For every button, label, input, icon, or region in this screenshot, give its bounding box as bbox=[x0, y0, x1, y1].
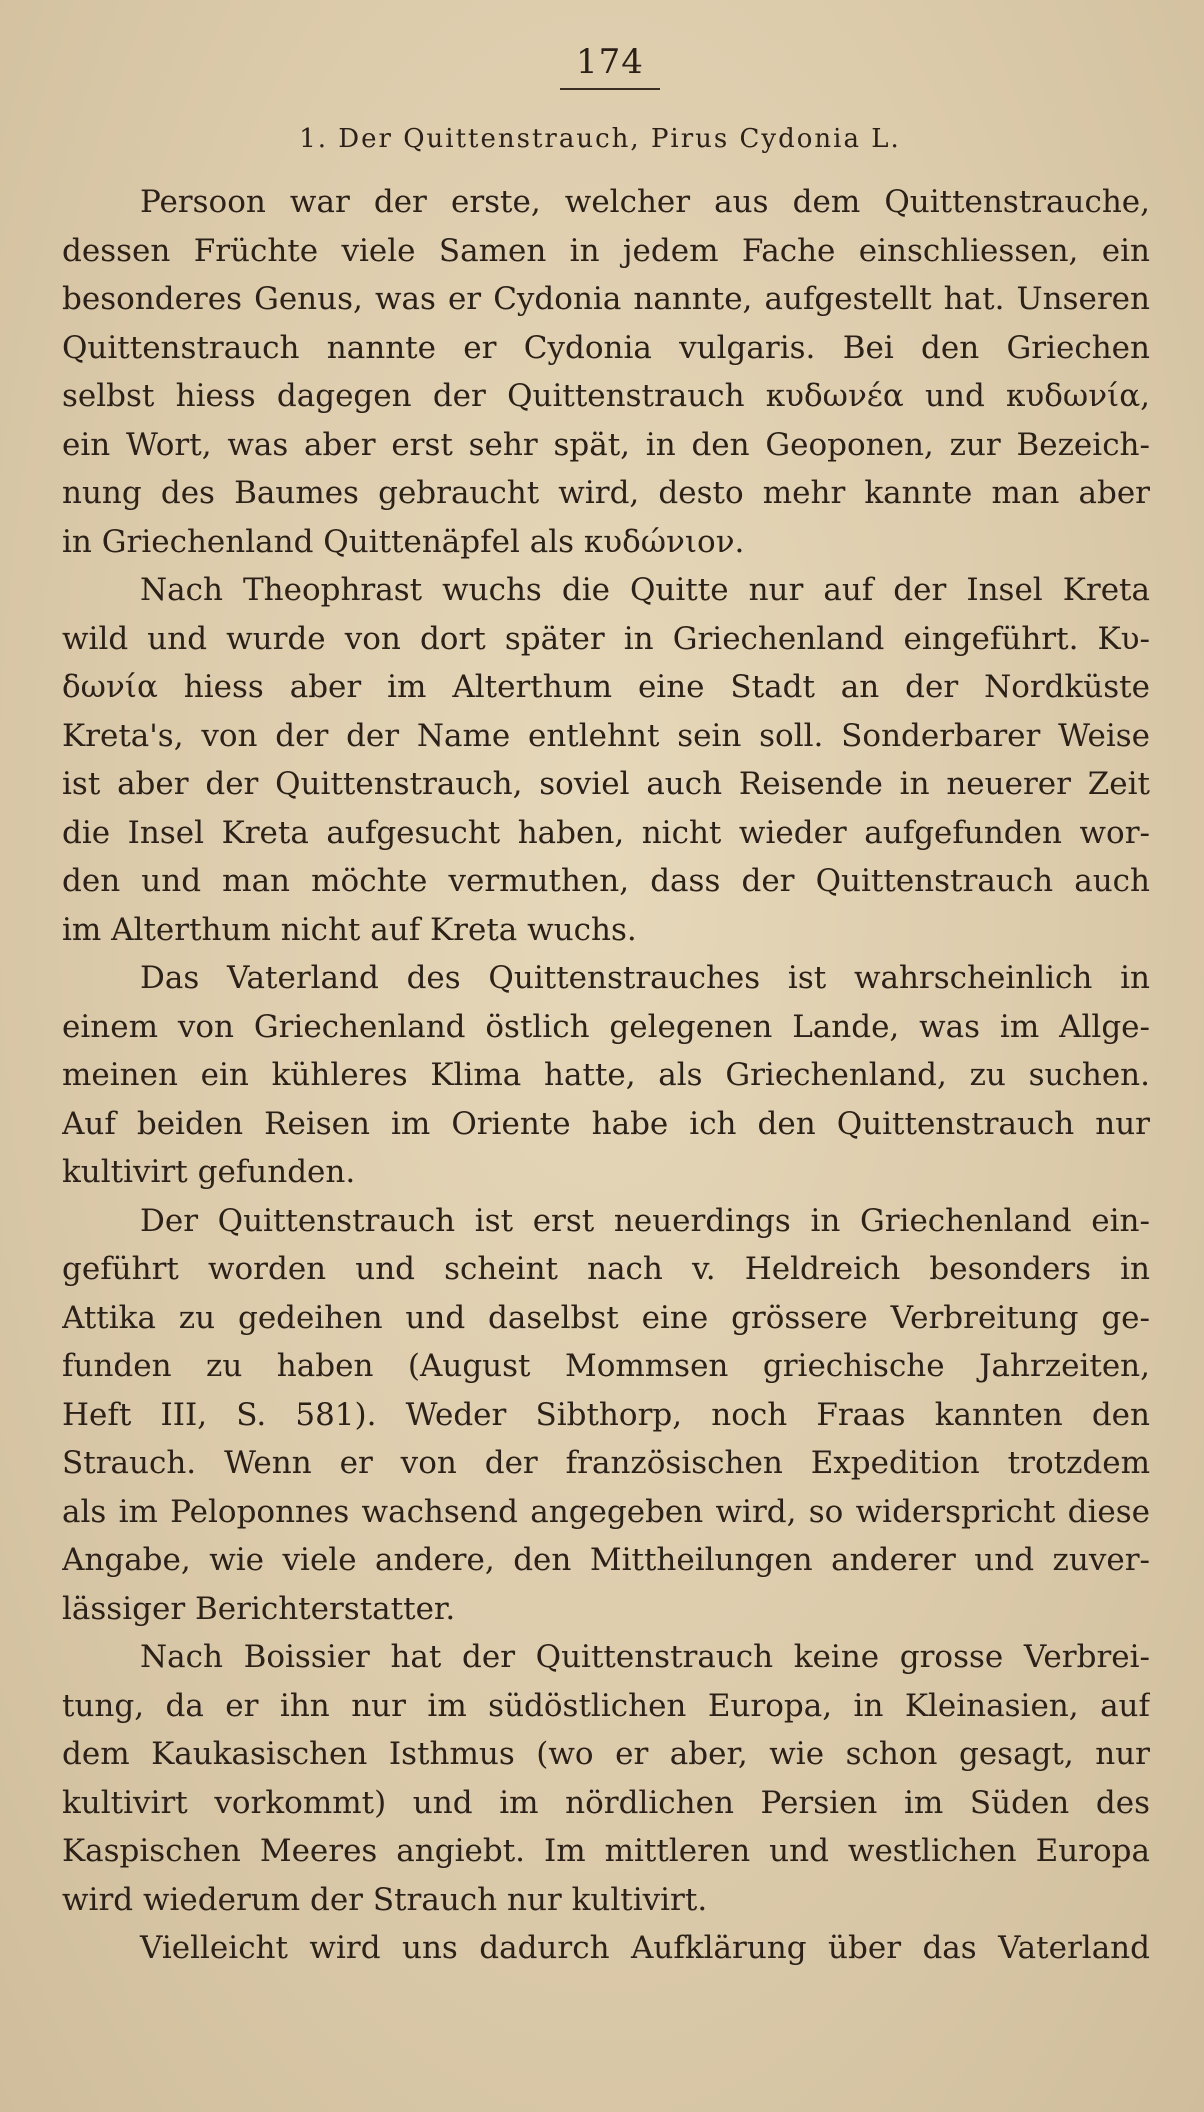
text-line: Angabe, wie viele andere, den Mittheilungen anderer und zuver- bbox=[62, 1542, 1150, 1578]
text-line: dem Kaukasischen Isthmus (wo er aber, wie schon gesagt, nur bbox=[62, 1736, 1150, 1772]
text-line: als im Peloponnes wachsend angegeben wird, so widerspricht diese bbox=[62, 1493, 1150, 1530]
text-line: den und man möchte vermuthen, dass der Quittenstrauch auch bbox=[62, 863, 1150, 899]
text-line: Nach Boissier hat der Quittenstrauch keine grosse Verbrei- bbox=[140, 1639, 1150, 1675]
text-line: ist aber der Quittenstrauch, soviel auch Reisende in neuerer Zeit bbox=[62, 766, 1150, 802]
text-line: δωνία hiess aber im Alterthum eine Stadt an der Nordküste bbox=[62, 669, 1150, 705]
text-line: ein Wort, was aber erst sehr spät, in den Geoponen, zur Bezeich- bbox=[62, 426, 1150, 463]
text-line: Kaspischen Meeres angiebt. Im mittleren und westlichen Europa bbox=[62, 1833, 1150, 1869]
text-line: Vielleicht wird uns dadurch Aufklärung über das Vaterland bbox=[140, 1930, 1150, 1966]
text-line: Der Quittenstrauch ist erst neuerdings in Griechenland ein- bbox=[140, 1202, 1150, 1239]
text-line: die Insel Kreta aufgesucht haben, nicht wieder aufgefunden wor- bbox=[62, 814, 1150, 851]
text-line: Kreta's, von der der Name entlehnt sein soll. Sonderbarer Weise bbox=[62, 717, 1150, 754]
text-line: Das Vaterland des Quittenstrauches ist wahrscheinlich in bbox=[140, 960, 1150, 996]
text-line: nung des Baumes gebraucht wird, desto mehr kannte man aber bbox=[62, 475, 1150, 511]
section-heading: 1. Der Quittenstrauch, Pirus Cydonia L. bbox=[299, 124, 901, 154]
text-line: Auf beiden Reisen im Oriente habe ich den Quittenstrauch nur bbox=[62, 1105, 1150, 1142]
text-line: wird wiederum der Strauch nur kultivirt. bbox=[62, 1881, 708, 1918]
text-line: funden zu haben (August Mommsen griechische Jahrzeiten, bbox=[62, 1348, 1150, 1384]
text-line: Nach Theophrast wuchs die Quitte nur auf der Insel Kreta bbox=[140, 572, 1150, 608]
text-line: geführt worden und scheint nach v. Heldreich besonders in bbox=[62, 1251, 1150, 1287]
text-line: kultivirt gefunden. bbox=[62, 1154, 356, 1190]
text-line: besonderes Genus, was er Cydonia nannte, aufgestellt hat. Unseren bbox=[62, 281, 1150, 317]
text-line: selbst hiess dagegen der Quittenstrauch κυδωνέα und κυδωνία, bbox=[62, 378, 1150, 414]
text-line: wild und wurde von dort später in Griechenland eingeführt. Κυ- bbox=[62, 620, 1150, 657]
text-line: lässiger Berichterstatter. bbox=[62, 1590, 456, 1627]
text-line: Quittenstrauch nannte er Cydonia vulgaris. Bei den Griechen bbox=[62, 329, 1150, 366]
text-line: im Alterthum nicht auf Kreta wuchs. bbox=[62, 911, 637, 948]
text-line: meinen ein kühleres Klima hatte, als Griechenland, zu suchen. bbox=[62, 1057, 1150, 1093]
text-line: Strauch. Wenn er von der französischen Expedition trotzdem bbox=[62, 1445, 1150, 1481]
body-text bbox=[62, 178, 1150, 1973]
text-line: Persoon war der erste, welcher aus dem Quittenstrauche, bbox=[140, 184, 1150, 220]
text-line: einem von Griechenland östlich gelegenen Lande, was im Allge- bbox=[62, 1008, 1150, 1045]
text-line: kultivirt vorkommt) und im nördlichen Persien im Süden des bbox=[62, 1784, 1150, 1821]
text-line: in Griechenland Quittenäpfel als κυδώνιον. bbox=[62, 523, 745, 560]
text-line: dessen Früchte viele Samen in jedem Fache einschliessen, ein bbox=[62, 232, 1150, 269]
text-line: Heft III, S. 581). Weder Sibthorp, noch Fraas kannten den bbox=[62, 1396, 1150, 1433]
text-line: Attika zu gedeihen und daselbst eine grössere Verbreitung ge- bbox=[62, 1299, 1150, 1336]
page-number: 174 bbox=[576, 42, 644, 82]
header-rule bbox=[560, 88, 660, 90]
text-line: tung, da er ihn nur im südöstlichen Europa, in Kleinasien, auf bbox=[62, 1687, 1150, 1724]
